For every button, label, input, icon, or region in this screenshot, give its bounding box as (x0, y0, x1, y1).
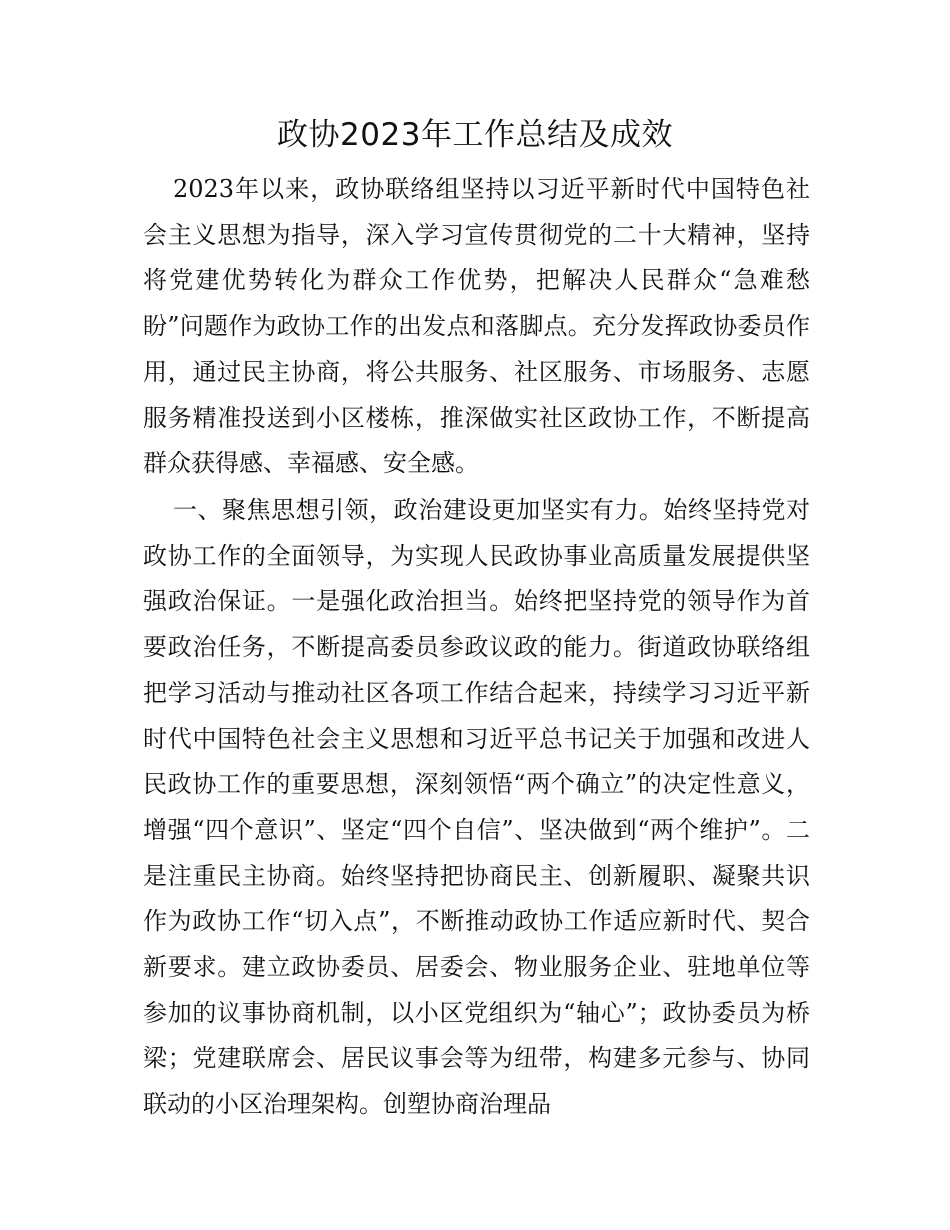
paragraph-section-one: 一、聚焦思想引领，政治建设更加坚实有力。始终坚持党对政协工作的全面领导，为实现人民政协事业高质量发展提供坚强政治保证。一是强化政治担当。始终把坚持党的领导作为首要政治任务，不断提高委员参政议政的能力。街道政协联络组把学习活动与推动社区各项工作结合起来，持续学习习近平新时代中国特色社会主义思想和习近平总书记关于加强和改进人民政协工作的重要思想，深刻领悟“两个确立”的决定性意义，增强“四个意识”、坚定“四个自信”、坚决做到“两个维护”。二是注重民主协商。始终坚持把协商民主、创新履职、凝聚共识作为政协工作“切入点”，不断推动政协工作适应新时代、契合新要求。建立政协委员、居委会、物业服务企业、驻地单位等参加的议事协商机制，以小区党组织为“轴心”；政协委员为桥梁；党建联席会、居民议事会等为纽带，构建多元参与、协同联动的小区治理架构。创塑协商治理品 (143, 496, 810, 1119)
paragraph-intro: 2023年以来，政协联络组坚持以习近平新时代中国特色社会主义思想为指导，深入学习宣传贯彻党的二十大精神，坚持将党建优势转化为群众工作优势，把解决人民群众“急难愁盼”问题作为政协工作的出发点和落脚点。充分发挥政协委员作用，通过民主协商，将公共服务、社区服务、市场服务、志愿服务精准投送到小区楼栋，推深做实社区政协工作，不断提高群众获得感、幸福感、安全感。 (143, 175, 810, 478)
document-title: 政协2023年工作总结及成效 (277, 117, 673, 153)
